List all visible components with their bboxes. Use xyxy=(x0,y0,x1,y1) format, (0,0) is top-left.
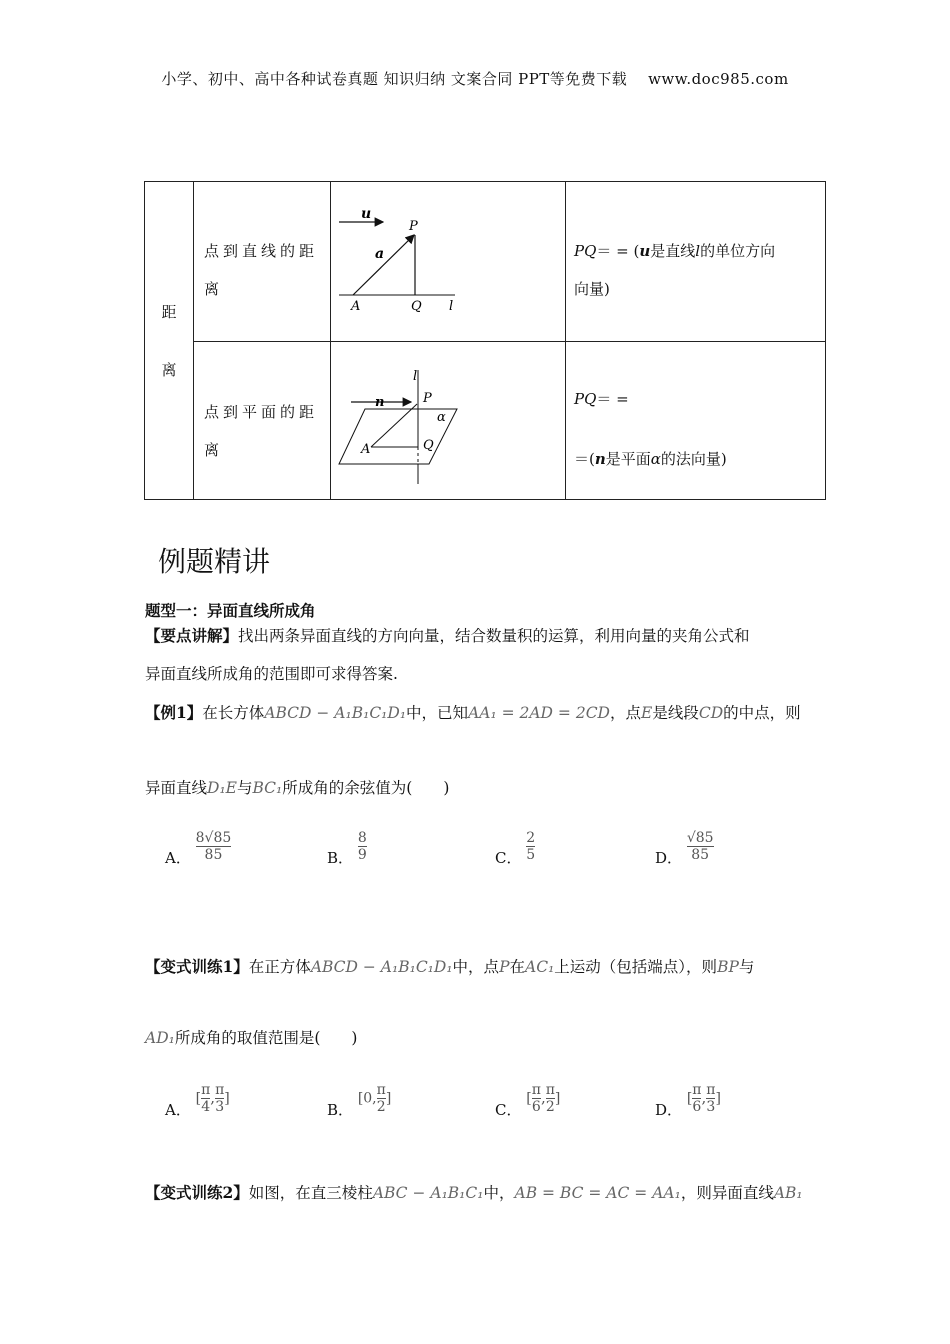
ex1-text-7: 与 xyxy=(236,779,253,797)
formula-text-plane: 是平面 xyxy=(605,450,651,468)
v1-math-4: BP xyxy=(717,958,739,976)
A-label-plane: A xyxy=(361,442,371,457)
point-line-formula-2: 向量) xyxy=(574,280,610,298)
variant1-line1 xyxy=(145,955,754,977)
formula-alpha: α xyxy=(650,450,661,468)
l-label-plane: l xyxy=(413,369,418,384)
v1-option-b[interactable] xyxy=(327,1082,392,1119)
P-label-plane: P xyxy=(423,391,432,406)
point-plane-formula xyxy=(574,380,825,418)
keypoint-text-1: 找出两条异面直线的方向向量，结合数量积的运算，利用向量的夹角公式和 xyxy=(238,627,750,645)
v1-text-3: 在 xyxy=(509,958,526,976)
formula-eq: ＝ = ( xyxy=(596,242,640,260)
point-line-figure-cell xyxy=(331,182,566,342)
ex1-math-4: CD xyxy=(698,704,724,722)
frac-num: 8√85 xyxy=(195,830,232,846)
v2-math-2: AB = BC = AC = AA₁ xyxy=(514,1184,681,1202)
v2-text-3: ，则异面直线 xyxy=(680,1184,774,1202)
frac-num: π xyxy=(201,1082,211,1098)
ex1-option-b-frac xyxy=(358,830,367,863)
l-label: l xyxy=(449,299,454,314)
v1-math-1: ABCD − A₁B₁C₁D₁ xyxy=(310,958,453,976)
ex1-math-5: D₁E xyxy=(207,779,237,797)
frac-den: 6 xyxy=(692,1099,702,1115)
bracket: ] xyxy=(554,1090,561,1107)
v1-text-2: 中，点 xyxy=(452,958,500,976)
ex1-text-2: 中，已知 xyxy=(406,704,469,722)
v2-math-1: ABC − A₁B₁C₁ xyxy=(372,1184,484,1202)
ex1-text-3: ，点 xyxy=(609,704,641,722)
formula-text-plane-end: 的法向量) xyxy=(660,450,727,468)
example1-line2 xyxy=(145,776,449,798)
v1c-frac2 xyxy=(546,1082,555,1115)
point-line-label: 点到直线的距 xyxy=(204,242,319,260)
frac-den: 2 xyxy=(376,1099,386,1115)
ex1-option-c[interactable] xyxy=(495,830,536,867)
comma: , xyxy=(210,1088,216,1107)
v1-option-d-letter: D． xyxy=(655,1100,683,1119)
variant2-tag: 【变式训练2】 xyxy=(145,1183,249,1202)
frac-num: π xyxy=(692,1082,702,1098)
point-plane-diagram xyxy=(331,342,565,498)
frac-den: 5 xyxy=(526,847,536,863)
variant1-tag: 【变式训练1】 xyxy=(145,957,249,976)
ex1-math-6: BC₁ xyxy=(252,779,283,797)
frac-num: 8 xyxy=(357,830,367,846)
frac-den: 9 xyxy=(357,847,367,863)
ex1-option-c-letter: C． xyxy=(495,848,522,867)
bracket: ] xyxy=(715,1090,721,1107)
A-label: A xyxy=(351,299,361,314)
Q-label-plane: Q xyxy=(423,438,434,453)
frac-num: π xyxy=(706,1082,716,1098)
v1a-frac2 xyxy=(215,1082,224,1115)
ex1-option-d[interactable] xyxy=(655,830,714,867)
formula-n: n xyxy=(594,450,606,468)
v1-math-2: P xyxy=(499,958,510,976)
formula-l: l xyxy=(695,242,701,260)
frac-num: π xyxy=(215,1082,225,1098)
Q-label: Q xyxy=(411,299,422,314)
v1-option-a[interactable] xyxy=(165,1082,230,1119)
example1-tag: 【例1】 xyxy=(145,703,203,722)
formula-eq2: ＝( xyxy=(574,450,595,468)
frac-den: 6 xyxy=(531,1099,541,1115)
ex1-option-d-frac xyxy=(687,830,714,863)
frac-num: √85 xyxy=(686,830,714,846)
ex1-option-a-frac xyxy=(196,830,232,863)
a-label: a xyxy=(375,246,385,262)
ex1-text-1: 在长方体 xyxy=(202,704,265,722)
frac-den: 2 xyxy=(545,1099,555,1115)
a-vector xyxy=(353,235,414,295)
frac-den: 85 xyxy=(204,847,223,863)
v1-math-3: AC₁ xyxy=(525,958,555,976)
v1b-frac xyxy=(377,1082,386,1115)
v1-option-b-letter: B． xyxy=(327,1100,354,1119)
bracket: [ xyxy=(195,1090,202,1107)
frac-num: π xyxy=(531,1082,541,1098)
bracket: ] xyxy=(385,1090,392,1107)
v1-option-c-letter: C． xyxy=(495,1100,522,1119)
ex1-text-8: 所成角的余弦值为 xyxy=(282,779,407,797)
ex1-math-3: E xyxy=(641,704,653,722)
point-line-diagram xyxy=(331,182,565,340)
keypoint-line2: 异面直线所成角的范围即可求得答案. xyxy=(145,665,398,683)
section-title: 例题精讲 xyxy=(158,545,271,578)
frac-num: 2 xyxy=(526,830,536,846)
point-plane-formula-2 xyxy=(574,440,825,478)
page-header: 小学、初中、高中各种试卷真题 知识归纳 文案合同 PPT等免费下载 www.doc985.com xyxy=(161,70,789,88)
v1c-frac1 xyxy=(532,1082,541,1115)
point-line-label-cell xyxy=(194,182,331,342)
ex1-paren: ( ) xyxy=(406,779,450,797)
v1-option-d[interactable] xyxy=(655,1082,721,1119)
frac-den: 3 xyxy=(706,1099,716,1115)
v2-math-3: AB₁ xyxy=(773,1184,803,1202)
comma: , xyxy=(540,1088,546,1107)
ex1-option-a[interactable] xyxy=(165,830,232,867)
example1-line1 xyxy=(145,701,801,723)
v1-option-c[interactable] xyxy=(495,1082,561,1119)
distance-table xyxy=(144,181,826,500)
frac-den: 85 xyxy=(691,847,710,863)
bracket: ] xyxy=(224,1090,230,1107)
ex1-option-d-letter: D． xyxy=(655,848,683,867)
ex1-text-4: 是线段 xyxy=(652,704,699,722)
ex1-option-a-letter: A． xyxy=(165,848,191,867)
ex1-option-b-letter: B． xyxy=(327,848,354,867)
comma: , xyxy=(701,1088,707,1107)
v1-text-5: 与 xyxy=(738,958,755,976)
ex1-math-2: AA₁ = 2AD = 2CD xyxy=(468,704,610,722)
formula-text: 是直线 xyxy=(650,242,696,260)
n-label: n xyxy=(375,395,385,410)
v2-text-1: 如图，在直三棱柱 xyxy=(248,1184,373,1202)
ex1-option-b[interactable] xyxy=(327,830,367,867)
ex1-option-c-frac xyxy=(526,830,535,863)
point-plane-label-2: 离 xyxy=(204,441,224,459)
variant2-line1 xyxy=(145,1181,803,1203)
frac-num: π xyxy=(376,1082,386,1098)
formula-pq: PQ xyxy=(574,242,597,260)
point-line-label-2: 离 xyxy=(204,280,224,298)
P-label: P xyxy=(409,219,418,234)
formula-text-end: 的单位方向 xyxy=(700,242,776,260)
keypoint-line1 xyxy=(145,624,750,646)
v1-text-6: 所成角的取值范围是 xyxy=(174,1029,315,1047)
category-char-1: 距 xyxy=(161,302,177,321)
ex1-text-5: 的中点，则 xyxy=(723,704,801,722)
v1-text-4: 上运动（包括端点），则 xyxy=(554,958,718,976)
type1-title: 题型一：异面直线所成角 xyxy=(145,601,316,620)
ex1-text-6: 异面直线 xyxy=(145,779,208,797)
keypoint-tag: 【要点讲解】 xyxy=(145,626,239,645)
formula-eq-plane: ＝ = xyxy=(596,390,629,408)
bracket: [ xyxy=(686,1090,693,1107)
v1a-frac1 xyxy=(201,1082,210,1115)
point-plane-label-cell xyxy=(194,342,331,500)
frac-den: 3 xyxy=(215,1099,225,1115)
point-line-formula-cell xyxy=(566,182,826,342)
formula-u: u xyxy=(639,242,651,260)
point-plane-formula-cell xyxy=(566,342,826,500)
point-plane-label: 点到平面的距 xyxy=(204,403,319,421)
point-plane-figure-cell xyxy=(331,342,566,500)
bracket: [0, xyxy=(357,1090,377,1107)
v1-option-a-letter: A． xyxy=(165,1100,191,1119)
alpha-label: α xyxy=(437,410,446,425)
v1-paren: ( ) xyxy=(314,1029,358,1047)
category-cell xyxy=(145,182,194,500)
ap-segment xyxy=(371,404,417,447)
variant1-line2 xyxy=(145,1026,357,1048)
frac-num: π xyxy=(545,1082,555,1098)
v1-math-5: AD₁ xyxy=(145,1029,175,1047)
category-char-2: 离 xyxy=(161,360,177,379)
frac-den: 4 xyxy=(201,1099,211,1115)
v1-text-1: 在正方体 xyxy=(248,958,311,976)
bracket: [ xyxy=(526,1090,532,1107)
formula-pq-plane: PQ xyxy=(574,390,597,408)
v2-text-2: 中， xyxy=(483,1184,515,1202)
u-label: u xyxy=(361,206,372,222)
ex1-math-1: ABCD − A₁B₁C₁D₁ xyxy=(264,704,407,722)
point-line-formula xyxy=(574,232,825,270)
